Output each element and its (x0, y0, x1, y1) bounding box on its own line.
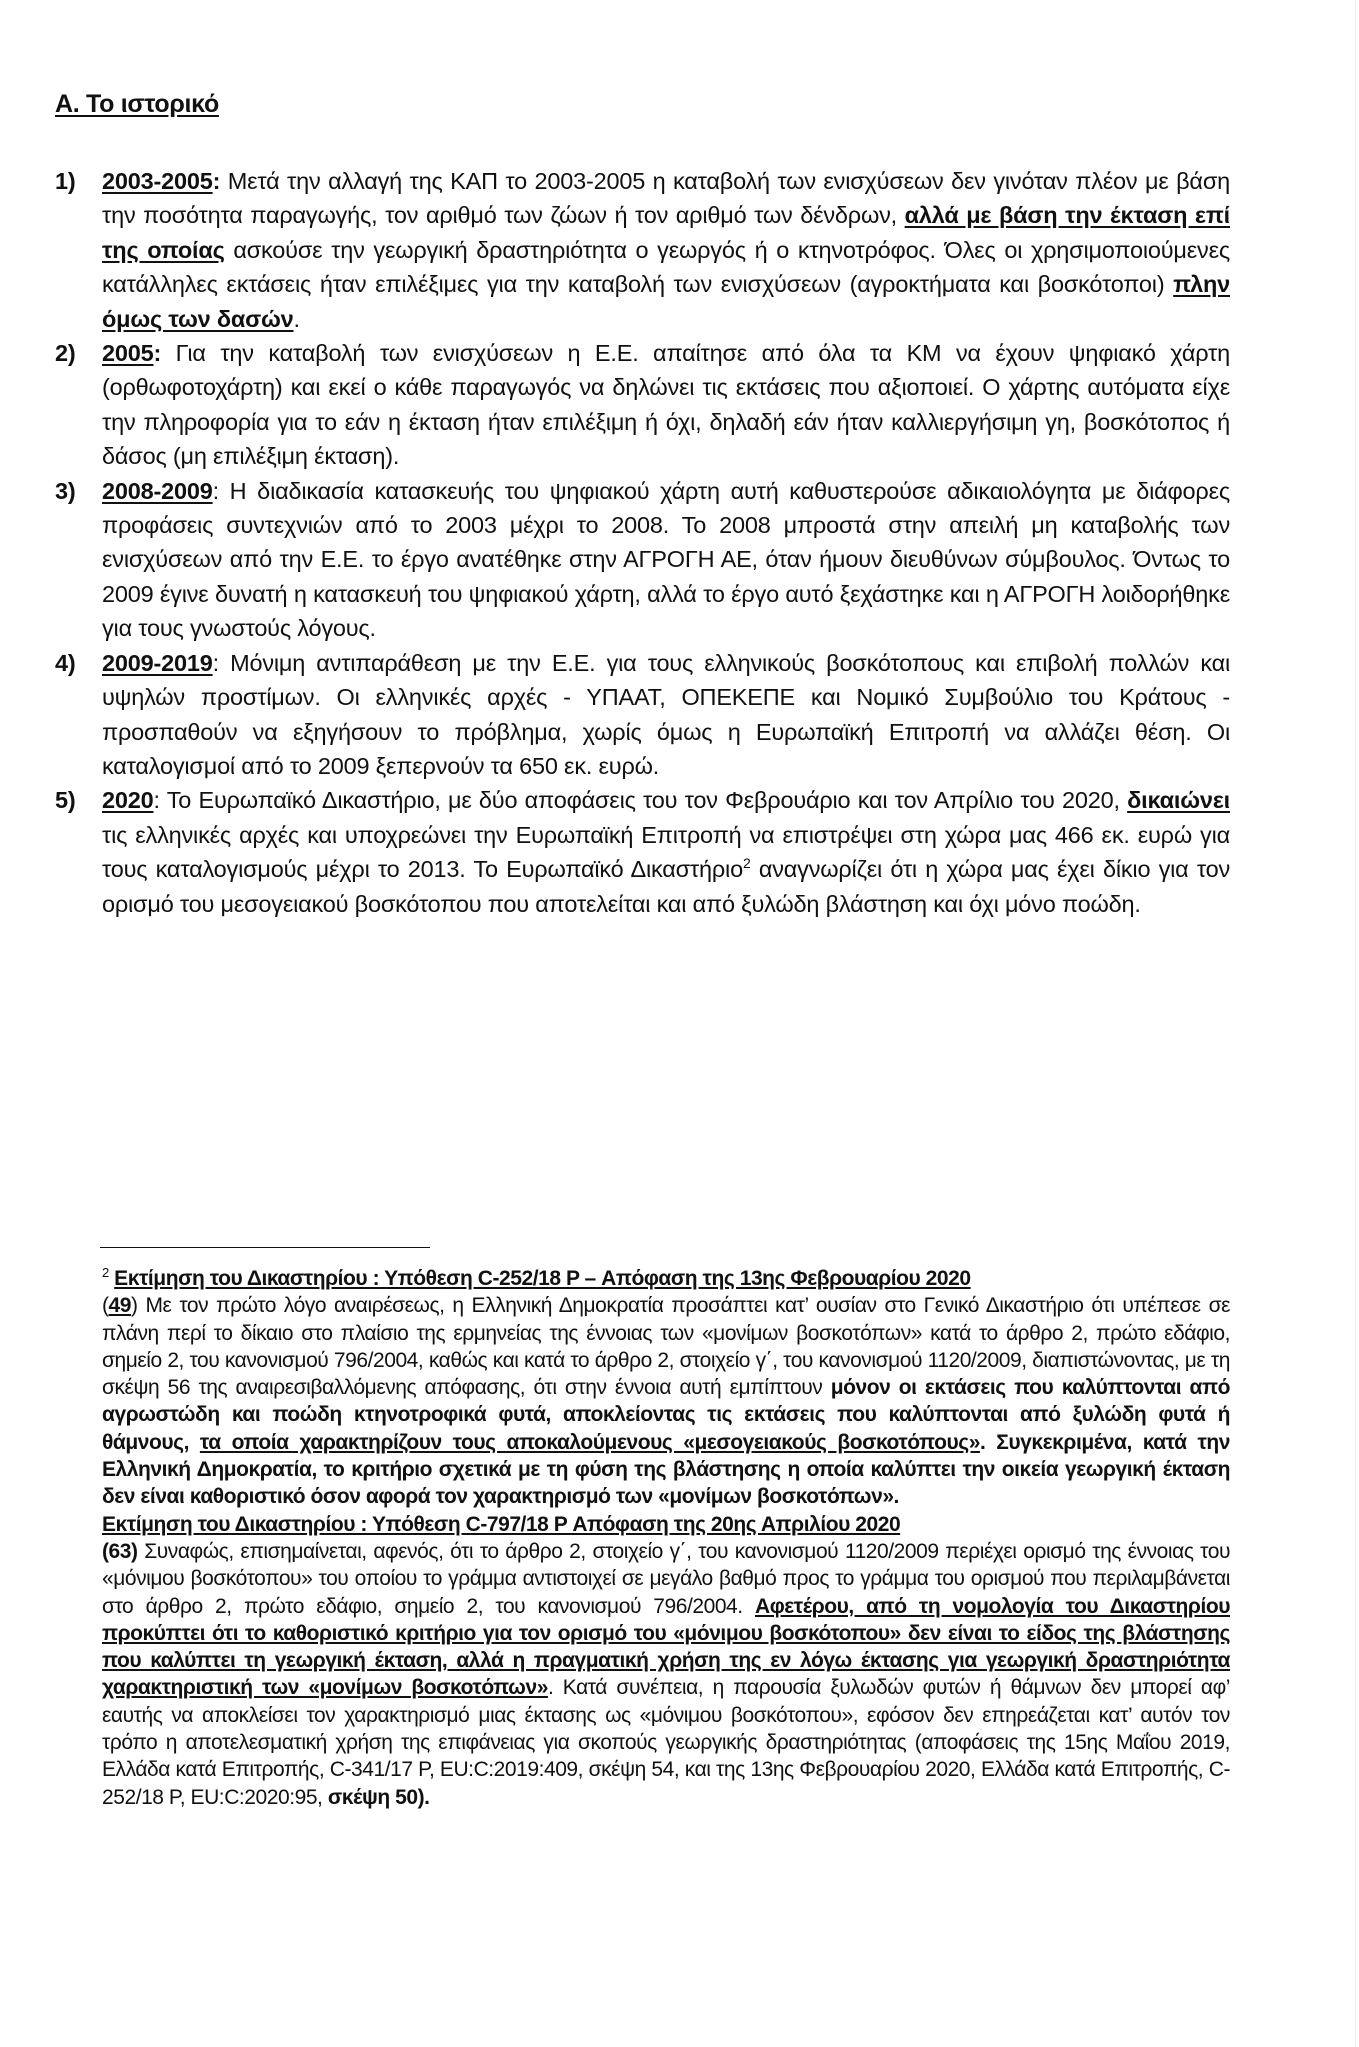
paragraph-bold-underlined: τα οποία χαρακτηρίζουν τους αποκαλούμενους «μεσογειακούς βοσκοτόπους» (199, 1430, 980, 1454)
item-number: 4) (55, 649, 76, 676)
item-text: Για την καταβολή των ενισχύσεων η Ε.Ε. απαίτησε από όλα τα ΚΜ να έχουν ψηφιακό χάρτη (ορθωφοτοχάρτη) και εκεί ο κάθε παραγωγός να δηλώνει τις εκτάσεις που αξιοποιεί. Ο χάρτης αυτόματα είχε την πληροφορία για το εάν η έκταση ήταν επιλέξιμη ή όχι, δηλαδή εάν ήταν καλλιεργήσιμη γη, βοσκότοπος ή δάσος (μη επιλέξιμη έκταση). (102, 340, 1230, 470)
paragraph-number: 49 (108, 1294, 132, 1318)
item-text: . (293, 305, 300, 332)
paragraph-bold-underlined: Αφετέρου, από τη νομολογία του Δικαστηρίου προκύπτει ότι το καθοριστικό κριτήριο για τον ορισμό του «μόνιμου βοσκότοπου» δεν είναι το είδος της βλάστησης που καλύπτει τη γεωργική έκταση, αλλά η πραγματική χρήση της εν λόγω έκτασης για γεωργική δραστηριότητα χαρακτηριστική των «μονίμων βοσκοτόπων» (102, 1594, 1231, 1700)
item-text: Η διαδικασία κατασκευής του ψηφιακού χάρτη αυτή καθυστερούσε αδικαιολόγητα με διάφορες προφάσεις συντεχνιών από το 2003 μέχρι το 2008. Το 2008 μπροστά στην απειλή μη καταβολής των ενισχύσεων από την Ε.Ε. το έργο ανατέθηκε στην ΑΓΡΟΓΗ ΑΕ, όταν ήμουν διευθύνων σύμβουλος. Όντως το 2009 έγινε δυνατή η κατασκευή του ψηφιακού χάρτη, αλλά το έργο αυτό ξεχάστηκε και η ΑΓΡΟΓΗ λοιδορήθηκε για τους γνωστούς λόγους. (102, 477, 1230, 642)
footnote-title-2 (102, 1511, 1230, 1538)
paragraph-text: . Κατά συνέπεια, η παρουσία ξυλωδών φυτών ή θάμνων δεν μπορεί αφ’ εαυτής να αποκλείσει τον χαρακτηρισμό μιας έκτασης ως «μόνιμου βοσκότοπου», εφόσον δεν επηρεάζεται κατ’ αυτόν τον τρόπο η αποτελεσματική χρήση της επιφάνειας για σκοπούς γεωργικής δραστηριότητας (αποφάσεις της 15ης Μαΐου 2019, Ελλάδα κατά Επιτροπής, C-341/17 P, EU:C:2019:409, σκέψη 54, και της 13ης Φεβρουαρίου 2020, Ελλάδα κατά Επιτροπής, C-252/18 P, EU:C:2020:95, (102, 1676, 1230, 1809)
footnote-paragraph-49 (102, 1292, 1230, 1510)
paren-close: ) (131, 1294, 138, 1318)
item-colon: : (212, 649, 219, 676)
case-title: Εκτίμηση του Δικαστηρίου : Υπόθεση C-252/18 P – Απόφαση της 13ης Φεβρουαρίου 2020 (114, 1267, 971, 1290)
paragraph-bold: . Συγκεκριμένα, κατά την Ελληνική Δημοκρατία, το κριτήριο σχετικά με τη φύση της βλάστησης η οποία καλύπτει την οικεία γεωργική έκταση δεν είναι καθοριστικό όσον αφορά τον χαρακτηρισμό των «μονίμων βοσκοτόπων». (102, 1430, 1230, 1509)
footnote-reference[interactable]: 2 (742, 855, 751, 872)
item-colon: : (212, 477, 219, 504)
item-number: 3) (55, 477, 76, 504)
item-period: 2005 (102, 340, 154, 367)
paren-open: ( (102, 1294, 109, 1318)
footnote-marker: 2 (102, 1265, 109, 1280)
item-number: 5) (55, 787, 76, 814)
footnote (102, 1265, 1230, 1811)
item-period: 2003-2005 (102, 168, 213, 194)
item-text: Το Ευρωπαϊκό Δικαστήριο, με δύο αποφάσεις του τον Φεβρουάριο και τον Απρίλιο του 2020, (159, 787, 1128, 814)
item-emphasis: δικαιώνει (1127, 787, 1230, 814)
paragraph-text: Με τον πρώτο λόγο αναιρέσεως, η Ελληνική Δημοκρατία προσάπτει κατ’ ουσίαν στο Γενικό Δικαστήριο ότι υπέπεσε σε πλάνη περί το δίκαιο στο πλαίσιο της ερμηνείας της έννοιας των «μονίμων βοσκοτόπων» κατά το άρθρο 2, πρώτο εδάφιο, σημείο 2, του κανονισμού 796/2004, καθώς και κατά το άρθρο 2, στοιχείο γ΄, του κανονισμού 1120/2009, διαπιστώνοντας, με τη σκέψη 56 της αναιρεσιβαλλόμενης απόφασης, ότι στην έννοια αυτή εμπίπτουν (102, 1294, 1230, 1400)
list-item-5 (55, 783, 1230, 921)
item-emphasis: πλην όμως των δασών (102, 271, 1230, 332)
footnote-separator (100, 1247, 430, 1248)
list-item-4 (55, 646, 1230, 784)
case-title: Εκτίμηση του Δικαστηρίου : Υπόθεση C-797/18 P Απόφαση της 20ης Απριλίου 2020 (102, 1512, 901, 1536)
item-colon: : (212, 168, 221, 194)
item-emphasis: αλλά με βάση την έκταση επί της οποίας (102, 202, 1231, 263)
list-item-2 (55, 336, 1230, 474)
item-number: 2) (55, 340, 76, 367)
item-text: Μετά την αλλαγή της ΚΑΠ το 2003-2005 η καταβολή των ενισχύσεων δεν γινόταν πλέον με βάση την ποσότητα παραγωγής, τον αριθμό των ζώων ή τον αριθμό των δένδρων, (102, 168, 1230, 229)
footnote-paragraph-63 (102, 1538, 1230, 1811)
item-period: 2020 (102, 787, 154, 814)
item-text: Μόνιμη αντιπαράθεση με την Ε.Ε. για τους ελληνικούς βοσκότοπους και επιβολή πολλών και υψηλών προστίμων. Οι ελληνικές αρχές - ΥΠΑΑΤ, ΟΠΕΚΕΠΕ και Νομικό Συμβούλιο του Κράτους - προσπαθούν να εξηγήσουν το πρόβλημα, χωρίς όμως η Ευρωπαϊκή Επιτροπή να αλλάζει θέση. Οι καταλογισμοί από το 2009 ξεπερνούν τα 650 εκ. ευρώ. (102, 649, 1230, 779)
item-text: αναγνωρίζει ότι η χώρα μας έχει δίκιο για τον ορισμό του μεσογειακού βοσκότοπου που αποτελείται και από ξυλώδη βλάστηση και όχι μόνο ποώδη. (102, 856, 1230, 917)
paragraph-bold: σκέψη 50). (327, 1785, 430, 1809)
footnote-title-1 (102, 1265, 1230, 1292)
paragraph-number: (63) (102, 1539, 138, 1563)
paragraph-bold: μόνον οι εκτάσεις που καλύπτονται από αγρωστώδη και ποώδη κτηνοτροφικά φυτά, αποκλείοντας τις εκτάσεις που καλύπτονται από ξυλώδη φυτά ή θάμνους, (102, 1376, 1230, 1454)
item-colon: : (153, 340, 162, 367)
page-edge (1355, 0, 1356, 2047)
paragraph-text: Συναφώς, επισημαίνεται, αφενός, ότι το άρθρο 2, στοιχείο γ΄, του κανονισμού 1120/2009 περιέχει ορισμό της έννοιας του «μόνιμου βοσκότοπου» του οποίου το γράμμα αντιστοιχεί σε μεγάλο βαθμό προς το γράμμα του ορισμού που περιλαμβάνεται στο άρθρο 2, πρώτο εδάφιο, σημείο 2, του κανονισμού 796/2004. (102, 1539, 1230, 1618)
list-item-1 (55, 164, 1230, 336)
item-number: 1) (55, 168, 76, 194)
item-colon: : (153, 787, 160, 814)
item-period: 2009-2019 (102, 649, 213, 676)
item-period: 2008-2009 (102, 477, 213, 504)
list-item-3 (55, 474, 1230, 646)
item-text: ασκούσε την γεωργική δραστηριότητα ο γεωργός ή ο κτηνοτρόφος. Όλες οι χρησιμοποιούμενες κατάλληλες εκτάσεις ήταν επιλέξιμες για την καταβολή των ενισχύσεων (αγροκτήματα και βοσκότοποι) (102, 236, 1231, 298)
section-heading: Α. Το ιστορικό (55, 90, 219, 118)
history-list (55, 164, 1230, 921)
item-text: τις ελληνικές αρχές και υποχρεώνει την Ευρωπαϊκή Επιτροπή να επιστρέψει στη χώρα μας 466 εκ. ευρώ για τους καταλογισμούς μέχρι το 2013. Το Ευρωπαϊκό Δικαστήριο (102, 821, 1230, 883)
